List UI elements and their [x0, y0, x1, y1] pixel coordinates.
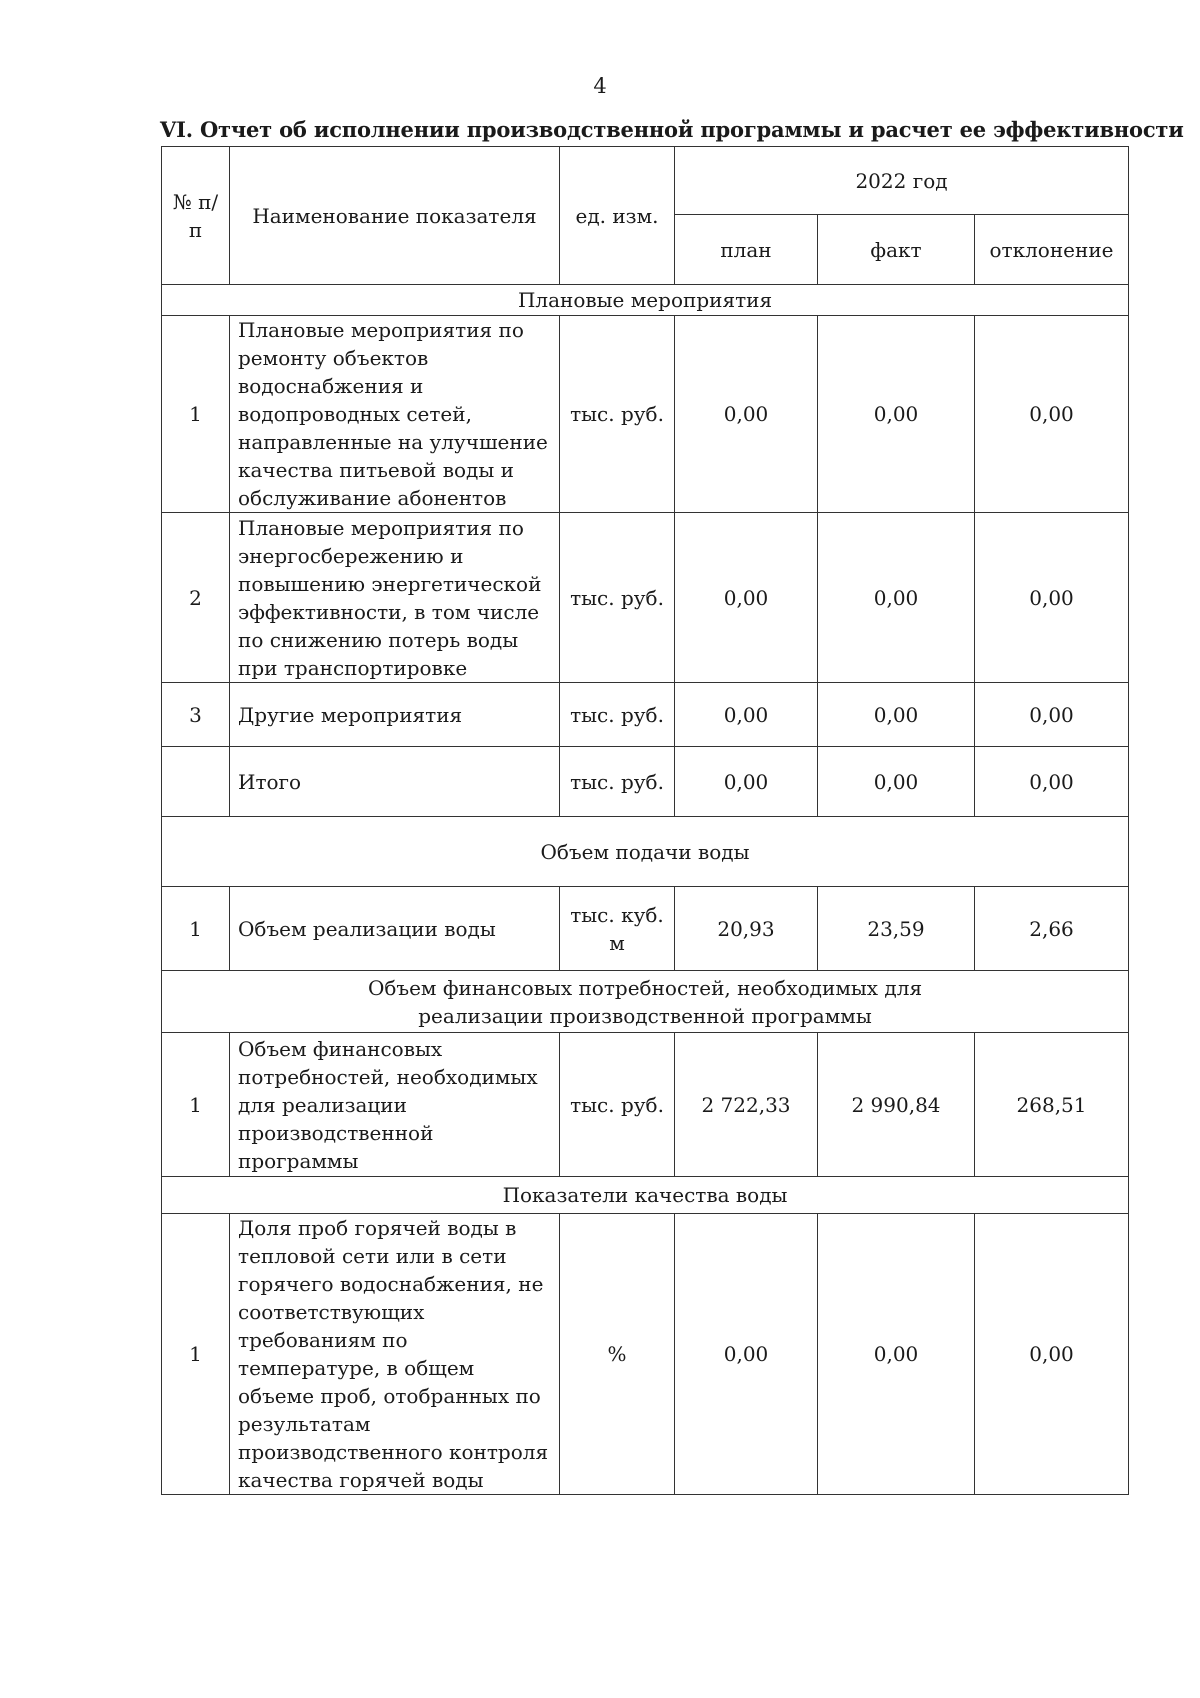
section-title: Объем финансовых потребностей, необходимых для реализации производственной программы: [162, 971, 1129, 1033]
row-fact: 0,00: [818, 316, 975, 513]
header-year: 2022 год: [675, 147, 1129, 215]
section-title: Показатели качества воды: [162, 1177, 1129, 1214]
row-plan: 0,00: [675, 513, 818, 683]
row-unit: тыс. руб.: [560, 316, 675, 513]
row-num: [162, 747, 230, 817]
page-number: 4: [593, 74, 607, 98]
table-row: [162, 747, 1129, 817]
row-fact: 0,00: [818, 683, 975, 747]
header-unit: ед. изм.: [560, 147, 675, 285]
row-num: 1: [162, 1214, 230, 1495]
row-plan: 0,00: [675, 1214, 818, 1495]
row-deviation: 0,00: [975, 513, 1129, 683]
header-deviation: отклонение: [975, 215, 1129, 285]
header-row-1: [162, 147, 1129, 215]
section-title: Объем подачи воды: [162, 817, 1129, 887]
header-fact: факт: [818, 215, 975, 285]
row-unit: тыс. руб.: [560, 1033, 675, 1177]
row-fact: 0,00: [818, 747, 975, 817]
row-unit: тыс. руб.: [560, 513, 675, 683]
header-num: № п/п: [162, 147, 230, 285]
table-row: [162, 316, 1129, 513]
section-row: [162, 971, 1129, 1033]
row-deviation: 268,51: [975, 1033, 1129, 1177]
section-row: [162, 285, 1129, 316]
row-num: 1: [162, 316, 230, 513]
table-row: [162, 1214, 1129, 1495]
row-name: Плановые мероприятия по энергосбережению и повышению энергетической эффективности, в том числе по снижению потерь воды при транспортировке: [230, 513, 560, 683]
row-fact: 0,00: [818, 513, 975, 683]
row-unit: тыс. куб. м: [560, 887, 675, 971]
section-row: [162, 817, 1129, 887]
row-plan: 0,00: [675, 316, 818, 513]
row-plan: 0,00: [675, 683, 818, 747]
row-fact: 23,59: [818, 887, 975, 971]
row-deviation: 2,66: [975, 887, 1129, 971]
row-plan: 0,00: [675, 747, 818, 817]
row-name: Плановые мероприятия по ремонту объектов водоснабжения и водопроводных сетей, направленные на улучшение качества питьевой воды и обслуживание абонентов: [230, 316, 560, 513]
table-row: [162, 887, 1129, 971]
row-fact: 2 990,84: [818, 1033, 975, 1177]
report-table: [161, 146, 1129, 1495]
row-deviation: 0,00: [975, 747, 1129, 817]
row-deviation: 0,00: [975, 316, 1129, 513]
row-deviation: 0,00: [975, 683, 1129, 747]
row-name: Доля проб горячей воды в тепловой сети или в сети горячего водоснабжения, не соответствующих требованиям по температуре, в общем объеме проб, отобранных по результатам производственного контроля качества горячей воды: [230, 1214, 560, 1495]
row-name: Другие мероприятия: [230, 683, 560, 747]
table-row: [162, 683, 1129, 747]
row-unit: тыс. руб.: [560, 747, 675, 817]
row-num: 3: [162, 683, 230, 747]
row-plan: 2 722,33: [675, 1033, 818, 1177]
row-num: 2: [162, 513, 230, 683]
header-plan: план: [675, 215, 818, 285]
row-unit: %: [560, 1214, 675, 1495]
row-unit: тыс. руб.: [560, 683, 675, 747]
row-name: Итого: [230, 747, 560, 817]
section-row: [162, 1177, 1129, 1214]
row-deviation: 0,00: [975, 1214, 1129, 1495]
report-title: VI. Отчет об исполнении производственной программы и расчет ее эффективности: [160, 117, 1184, 142]
section-title: Плановые мероприятия: [162, 285, 1129, 316]
row-num: 1: [162, 1033, 230, 1177]
table-row: [162, 1033, 1129, 1177]
row-fact: 0,00: [818, 1214, 975, 1495]
row-num: 1: [162, 887, 230, 971]
header-name: Наименование показателя: [230, 147, 560, 285]
row-name: Объем финансовых потребностей, необходимых для реализации производственной программы: [230, 1033, 560, 1177]
row-name: Объем реализации воды: [230, 887, 560, 971]
table-row: [162, 513, 1129, 683]
row-plan: 20,93: [675, 887, 818, 971]
